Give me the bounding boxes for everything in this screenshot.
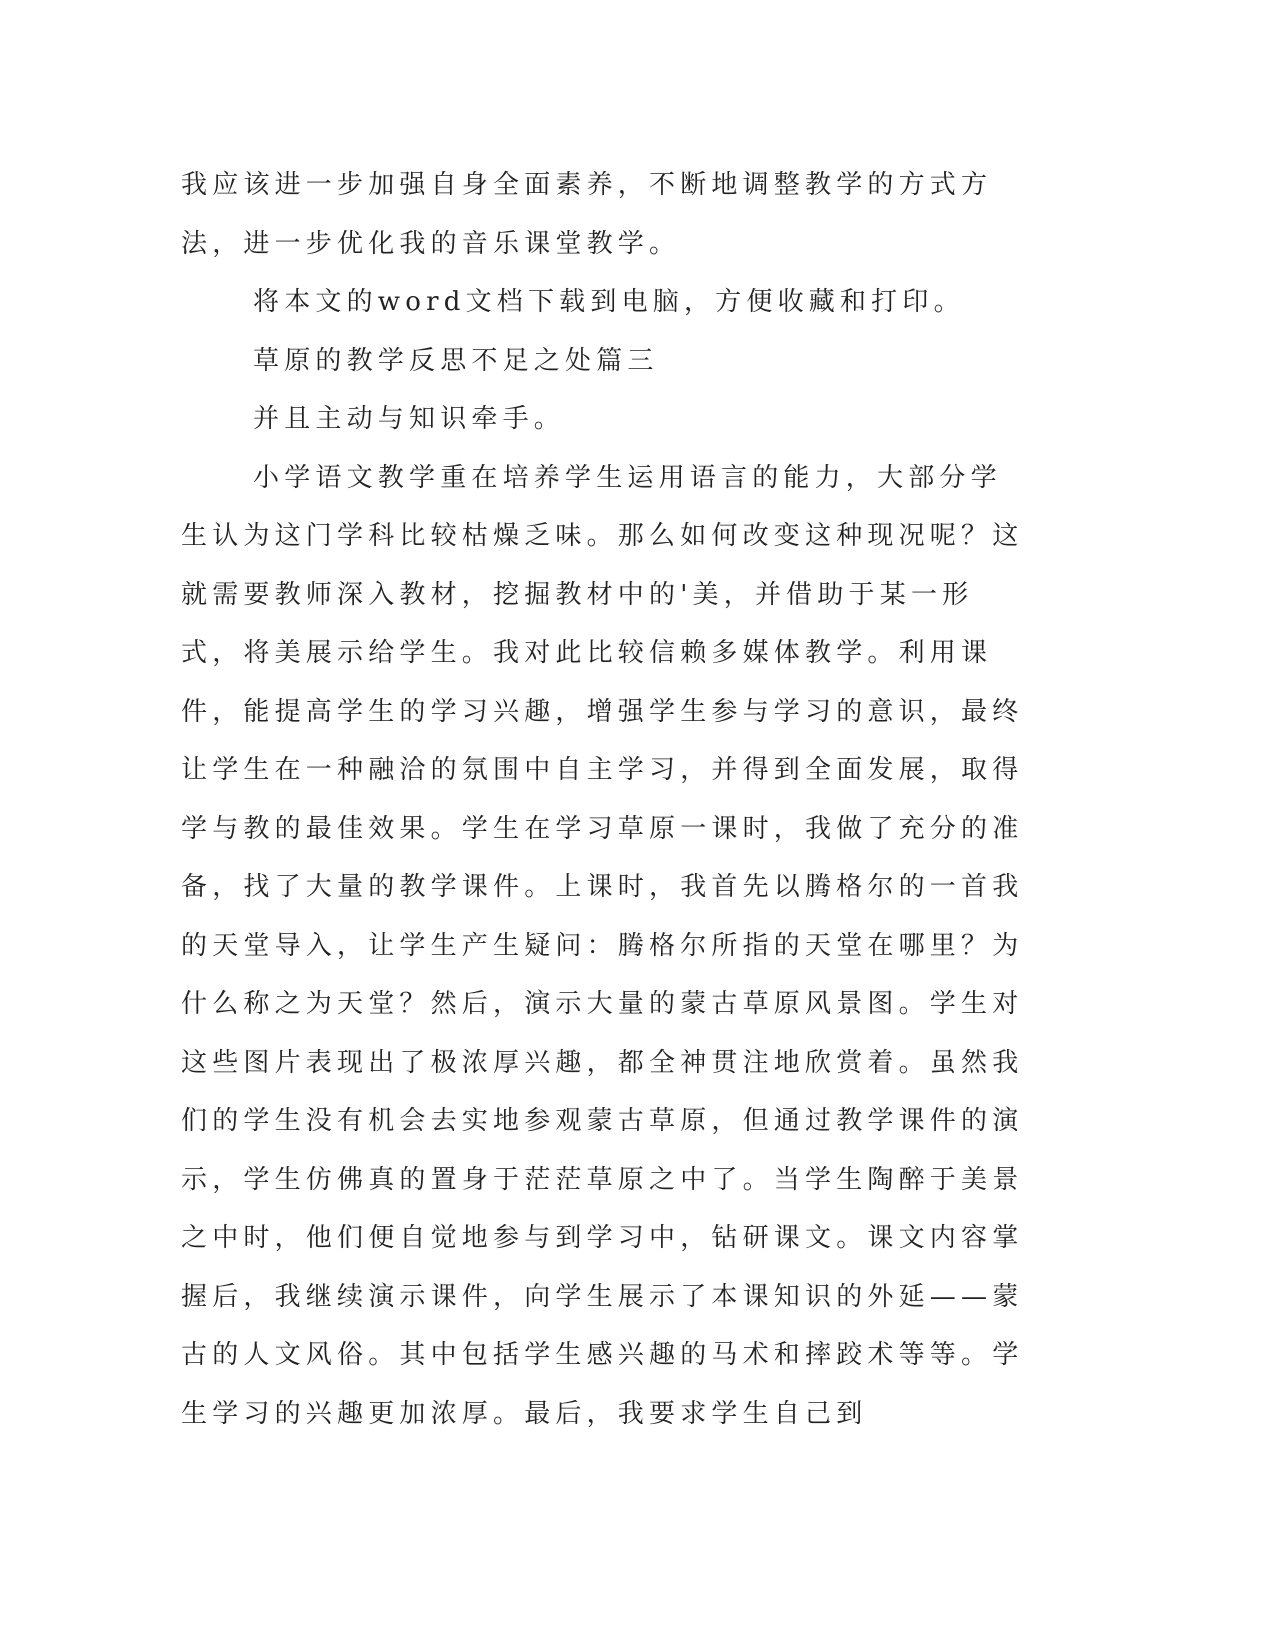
document-body — [181, 156, 1027, 1443]
paragraph-short: 并且主动与知识牵手。 — [253, 404, 566, 434]
paragraph-download-note: 将本文的word文档下载到电脑，方便收藏和打印。 — [253, 287, 965, 317]
paragraph-continuation: 我应该进一步加强自身全面素养，不断地调整教学的方式方法，进一步优化我的音乐课堂教学。 — [181, 170, 993, 259]
paragraph-main: 小学语文教学重在培养学生运用语言的能力，大部分学生认为这门学科比较枯燥乏味。那么如何改变这种现况呢？这就需要教师深入教材，挖掘教材中的'美，并借助于某一形式，将美展示给学生。我对此比较信赖多媒体教学。利用课件，能提高学生的学习兴趣，增强学生参与学习的意识，最终让学生在一种融洽的氛围中自主学习，并得到全面发展，取得学与教的最佳效果。学生在学习草原一课时，我做了充分的准备，找了大量的教学课件。上课时，我首先以腾格尔的一首我的天堂导入，让学生产生疑问：腾格尔所指的天堂在哪里？为什么称之为天堂？然后，演示大量的蒙古草原风景图。学生对这些图片表现出了极浓厚兴趣，都全神贯注地欣赏着。虽然我们的学生没有机会去实地参观蒙古草原，但通过教学课件的演示，学生仿佛真的置身于茫茫草原之中了。当学生陶醉于美景之中时，他们便自觉地参与到学习中，钻研课文。课文内容掌握后，我继续演示课件，向学生展示了本课知识的外延——蒙古的人文风俗。其中包括学生感兴趣的马术和摔跤术等等。学生学习的兴趣更加浓厚。最后，我要求学生自己到 — [181, 462, 1024, 1429]
section-heading: 草原的教学反思不足之处篇三 — [253, 345, 659, 376]
